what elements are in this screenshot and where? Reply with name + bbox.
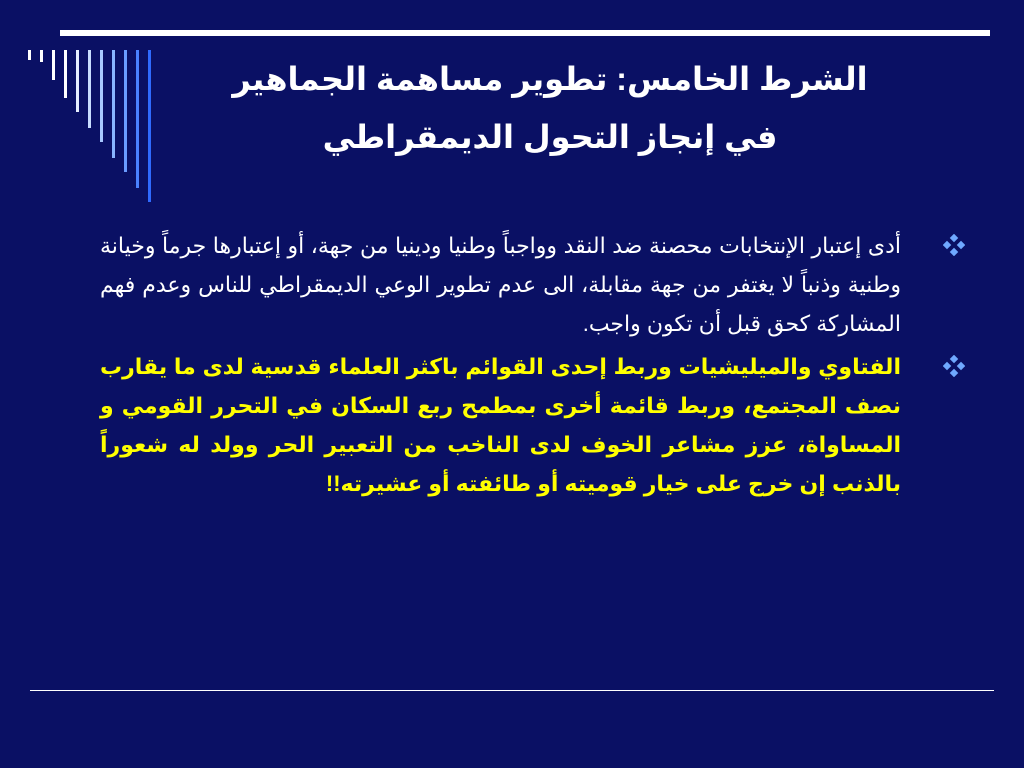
- title-line-2: في إنجاز التحول الديمقراطي: [322, 119, 778, 155]
- bullet-text: أدى إعتبار الإنتخابات محصنة ضد النقد وواجباً وطنيا ودينيا من جهة، أو إعتبارها جرماً وخيانة وطنية وذنباً لا يغتفر من جهة مقابلة، الى عدم تطوير الوعي الديمقراطي للناس وعدم فهم المشاركة كحق قبل أن تكون واجب.: [100, 233, 901, 336]
- bottom-divider-line: [30, 690, 994, 691]
- stripe: [40, 50, 43, 62]
- four-diamond-bullet-icon: [943, 355, 965, 377]
- stripe: [112, 50, 115, 158]
- stripe: [64, 50, 67, 98]
- stripe: [76, 50, 79, 112]
- decorative-stripes: [0, 0, 170, 210]
- bullet-item: [100, 347, 965, 503]
- title-line-1: الشرط الخامس: تطوير مساهمة الجماهير: [232, 61, 868, 97]
- bullet-list: [100, 226, 965, 503]
- stripe: [124, 50, 127, 172]
- stripe: [28, 50, 31, 60]
- slide-title: [190, 50, 910, 166]
- stripe: [148, 50, 151, 202]
- stripe: [136, 50, 139, 188]
- four-diamond-bullet-icon: [943, 234, 965, 256]
- bullet-item: [100, 226, 965, 343]
- top-divider-line: [60, 30, 990, 36]
- stripe: [52, 50, 55, 80]
- bullet-text: الفتاوي والميليشيات وربط إحدى القوائم باكثر العلماء قدسية لدى ما يقارب نصف المجتمع، وربط قائمة أخرى بمطمح ربع السكان في التحرر القومي و المساواة، عزز مشاعر الخوف لدى الناخب من التعبير الحر وولد له شعوراً بالذنب إن خرج على خيار قوميته أو طائفته أو عشيرته!!: [100, 354, 901, 496]
- stripe: [100, 50, 103, 142]
- stripe: [88, 50, 91, 128]
